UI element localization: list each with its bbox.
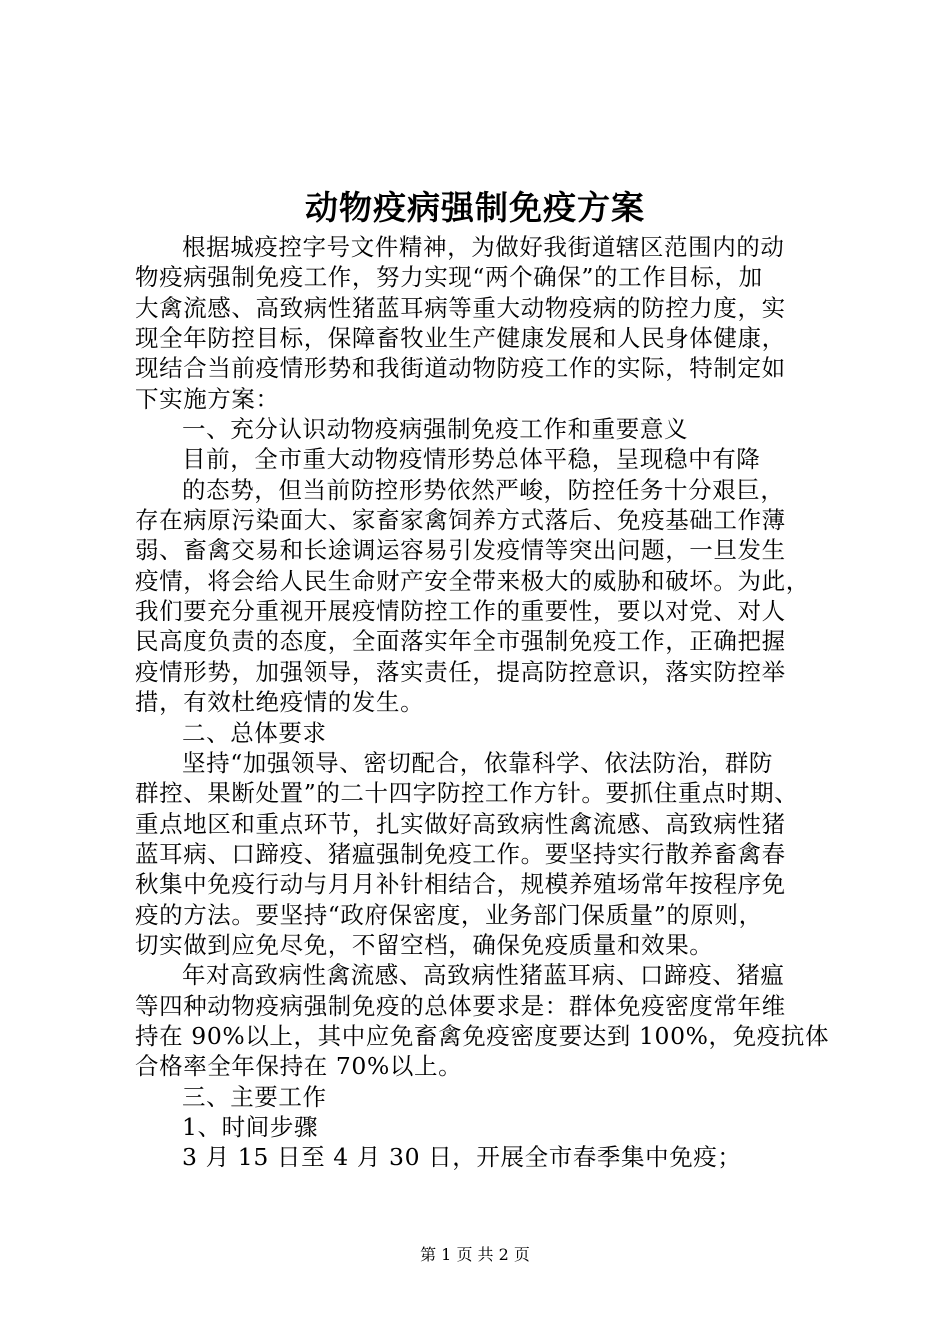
text-line: 坚持“加强领导、密切配合，依靠科学、依法防治，群防: [182, 748, 774, 777]
text-line: 现全年防控目标，保障畜牧业生产健康发展和人民身体健康，: [135, 324, 786, 353]
section-heading-1: 一、充分认识动物疫病强制免疫工作和重要意义: [182, 415, 689, 444]
text-line: 弱、畜禽交易和长途调运容易引发疫情等突出问题，一旦发生: [135, 536, 786, 565]
text-line: 民高度负责的态度，全面落实年全市强制免疫工作，正确把握: [135, 627, 786, 656]
text-line: 等四种动物疫病强制免疫的总体要求是：群体免疫密度常年维: [135, 991, 786, 1020]
section-heading-3: 三、主要工作: [182, 1082, 327, 1111]
text-line: 存在病原污染面大、家畜家禽饲养方式落后、免疫基础工作薄: [135, 506, 786, 535]
subsection-heading: 1、时间步骤: [182, 1112, 319, 1141]
text-line: 现结合当前疫情形势和我街道动物防疫工作的实际，特制定如: [135, 354, 786, 383]
text-line: 群控、果断处置”的二十四字防控工作方针。要抓住重点时期、: [135, 779, 799, 808]
text-line: 物疫病强制免疫工作，努力实现“两个确保”的工作目标，加: [135, 263, 763, 292]
text-line: 疫情，将会给人民生命财产安全带来极大的威胁和破坏。为此，: [135, 566, 810, 595]
text-line: 重点地区和重点环节，扎实做好高致病性禽流感、高致病性猪: [135, 809, 786, 838]
text-line: 根据城疫控字号文件精神，为做好我街道辖区范围内的动: [182, 233, 785, 261]
text-line: 的态势，但当前防控形势依然严峻，防控任务十分艰巨，: [182, 475, 785, 504]
text-line: 目前，全市重大动物疫情形势总体平稳，呈现稳中有降: [182, 445, 761, 474]
text-line: 3 月 15 日至 4 月 30 日，开展全市春季集中免疫；: [182, 1143, 742, 1172]
text-line: 下实施方案：: [135, 384, 280, 413]
text-line: 年对高致病性禽流感、高致病性猪蓝耳病、口蹄疫、猪瘟: [182, 961, 785, 990]
document-body: [135, 232, 835, 1173]
text-line: 我们要充分重视开展疫情防控工作的重要性，要以对党、对人: [135, 597, 786, 626]
section-heading-2: 二、总体要求: [182, 718, 327, 747]
text-line: 切实做到应免尽免，不留空档，确保免疫质量和效果。: [135, 930, 714, 959]
document-title: 动物疫病强制免疫方案: [305, 188, 645, 227]
text-line: 蓝耳病、口蹄疫、猪瘟强制免疫工作。要坚持实行散养畜禽春: [135, 839, 786, 868]
text-line: 疫的方法。要坚持“政府保密度，业务部门保质量”的原则，: [135, 900, 763, 929]
text-line: 措，有效杜绝疫情的发生。: [135, 688, 425, 717]
text-line: 大禽流感、高致病性猪蓝耳病等重大动物疫病的防控力度，实: [135, 293, 786, 322]
text-line: 合格率全年保持在 70%以上。: [135, 1052, 463, 1081]
text-line: 持在 90%以上，其中应免畜禽免疫密度要达到 100%，免疫抗体: [135, 1021, 830, 1050]
text-line: 秋集中免疫行动与月月补针相结合，规模养殖场常年按程序免: [135, 870, 786, 899]
page-footer: 第 1 页 共 2 页: [420, 1245, 530, 1264]
text-line: 疫情形势，加强领导，落实责任，提高防控意识，落实防控举: [135, 657, 786, 686]
